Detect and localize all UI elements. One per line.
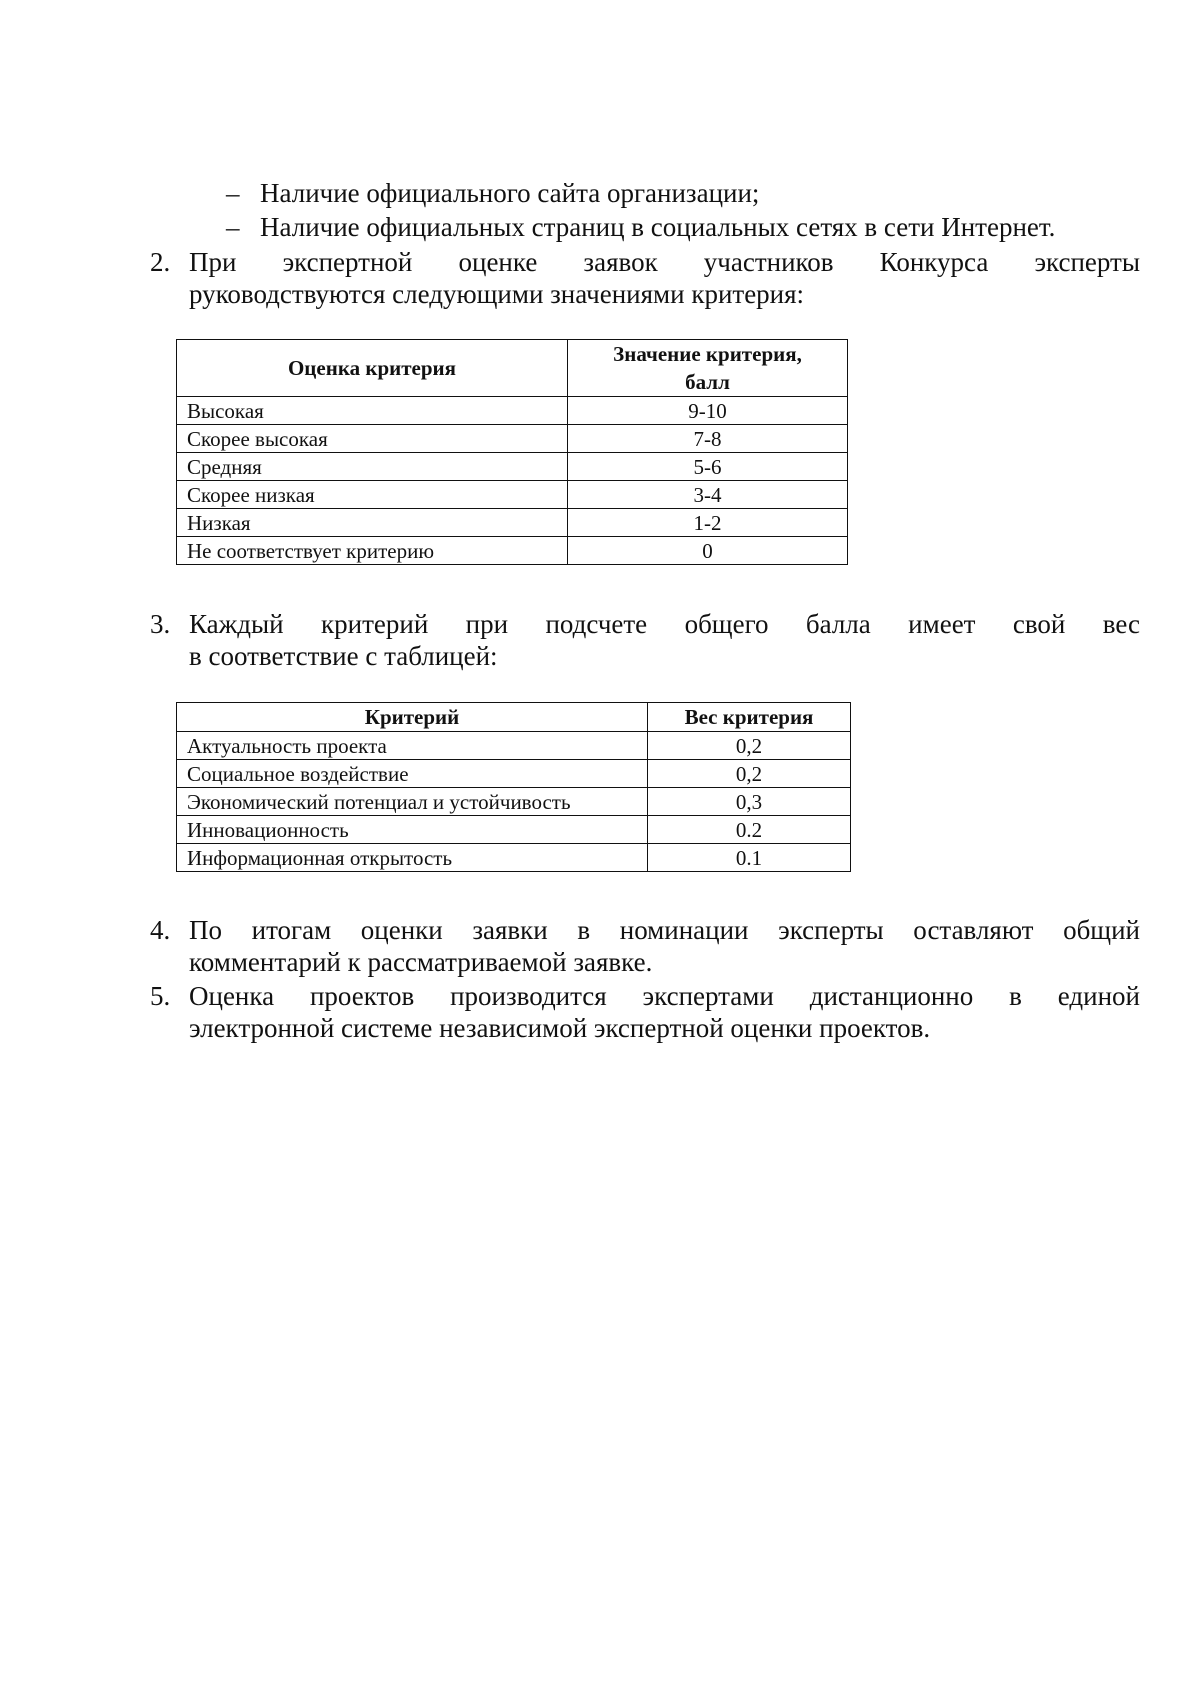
header-criterion: Критерий — [177, 703, 648, 732]
cell-assessment: Низкая — [177, 509, 568, 537]
list-item-5 — [150, 980, 1140, 1044]
header-score — [568, 340, 848, 397]
bullet-official-site — [226, 176, 759, 210]
cell-assessment: Высокая — [177, 397, 568, 425]
list-item-3 — [150, 608, 1140, 672]
bullet-text: Наличие официальных страниц в социальных сетях в сети Интернет. — [260, 212, 1056, 242]
item-number: 4. — [150, 915, 171, 945]
table-row — [177, 397, 848, 425]
bullet-social-pages — [226, 210, 1055, 244]
cell-score: 1-2 — [568, 509, 848, 537]
list-item-4 — [150, 914, 1140, 978]
item-line: По итогам оценки заявки в номинации эксперты оставляют общий — [189, 915, 1140, 945]
table-row — [177, 453, 848, 481]
bullet-text: Наличие официального сайта организации; — [260, 178, 760, 208]
item-line: При экспертной оценке заявок участников Конкурса эксперты — [189, 247, 1140, 277]
table-row — [177, 788, 851, 816]
cell-criterion: Актуальность проекта — [177, 732, 648, 760]
item-line: руководствуются следующими значениями критерия: — [189, 279, 805, 309]
table-row — [177, 816, 851, 844]
table-row — [177, 732, 851, 760]
criteria-weight-table — [176, 702, 851, 872]
bullet-dash: – — [226, 212, 240, 242]
header-weight: Вес критерия — [648, 703, 851, 732]
item-number: 2. — [150, 247, 171, 277]
item-line: электронной системе независимой экспертной оценки проектов. — [189, 1013, 931, 1043]
table-row — [177, 537, 848, 565]
cell-weight: 0,2 — [648, 732, 851, 760]
cell-weight: 0.2 — [648, 816, 851, 844]
cell-assessment: Скорее низкая — [177, 481, 568, 509]
cell-score: 0 — [568, 537, 848, 565]
header-score-line1: Значение критерия, — [613, 342, 802, 366]
table-row — [177, 509, 848, 537]
table-row — [177, 760, 851, 788]
criteria-score-table — [176, 339, 848, 565]
table-header-row — [177, 703, 851, 732]
item-line: Каждый критерий при подсчете общего балла имеет свой вес — [189, 609, 1140, 639]
cell-score: 5-6 — [568, 453, 848, 481]
cell-assessment: Скорее высокая — [177, 425, 568, 453]
bullet-dash: – — [226, 178, 240, 208]
cell-criterion: Социальное воздействие — [177, 760, 648, 788]
header-assessment: Оценка критерия — [177, 340, 568, 397]
table-row — [177, 844, 851, 872]
table-row — [177, 425, 848, 453]
item-number: 5. — [150, 981, 171, 1011]
cell-score: 9-10 — [568, 397, 848, 425]
cell-criterion: Информационная открытость — [177, 844, 648, 872]
table-header-row — [177, 340, 848, 397]
cell-criterion: Экономический потенциал и устойчивость — [177, 788, 648, 816]
list-item-2 — [150, 246, 1140, 310]
cell-assessment: Не соответствует критерию — [177, 537, 568, 565]
cell-weight: 0.1 — [648, 844, 851, 872]
header-score-line2: балл — [685, 370, 730, 394]
cell-weight: 0,3 — [648, 788, 851, 816]
item-line: комментарий к рассматриваемой заявке. — [189, 947, 653, 977]
cell-assessment: Средняя — [177, 453, 568, 481]
item-number: 3. — [150, 609, 171, 639]
item-line: Оценка проектов производится экспертами дистанционно в единой — [189, 981, 1140, 1011]
table-row — [177, 481, 848, 509]
cell-score: 3-4 — [568, 481, 848, 509]
cell-criterion: Инновационность — [177, 816, 648, 844]
cell-score: 7-8 — [568, 425, 848, 453]
cell-weight: 0,2 — [648, 760, 851, 788]
item-line: в соответствие с таблицей: — [189, 641, 498, 671]
